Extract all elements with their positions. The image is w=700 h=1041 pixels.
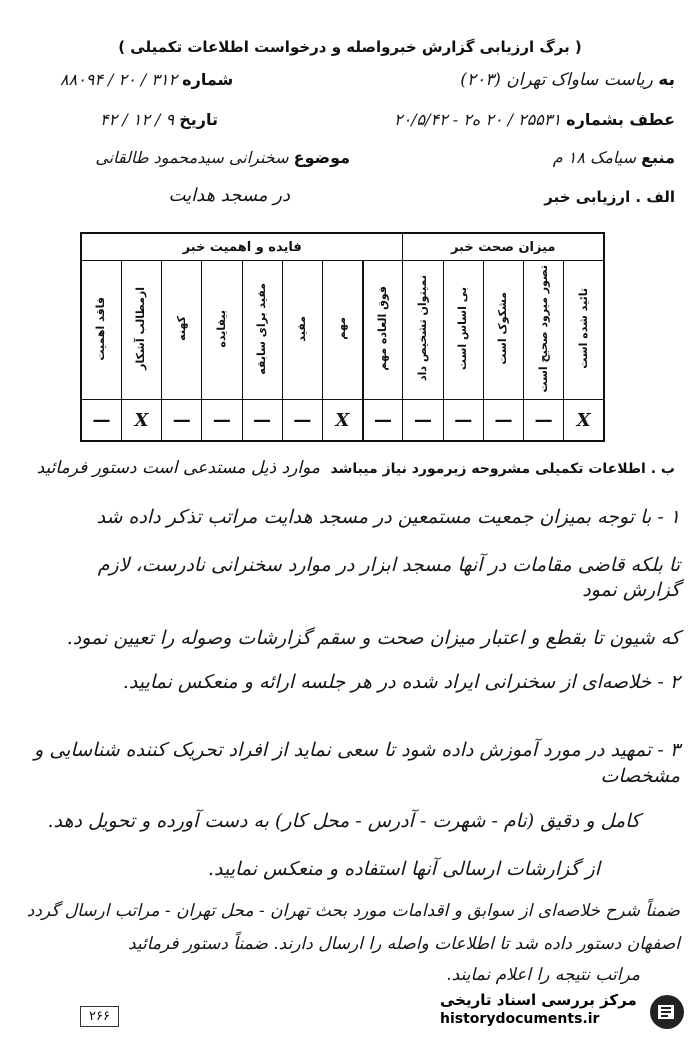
subject-line <box>20 148 350 167</box>
column-label: مفید برای سابقه <box>255 282 269 375</box>
item-number: ۳ - <box>657 739 680 761</box>
number-value: ۸۸۰۹۴ / ۲۰ / ۳۱۲ <box>60 70 178 89</box>
column-label: بیفایده <box>214 309 228 348</box>
mark-cell: — <box>524 400 564 442</box>
source-line <box>375 148 675 167</box>
mark-cell: X <box>564 400 604 442</box>
document-title: ( برگ ارزیابی گزارش خبرواصله و درخواست اطلاعات تکمیلی ) <box>118 38 582 56</box>
subject-value-line2: در مسجد هدایت <box>168 185 290 206</box>
column-label: فاقد اهمیت <box>94 296 108 361</box>
col-head-old <box>162 261 202 400</box>
table-group-row <box>81 233 604 261</box>
column-label: مفید <box>295 315 309 342</box>
mark-cell: — <box>202 400 242 442</box>
addressee-label: به <box>658 70 675 90</box>
source-label: منبع <box>641 148 675 167</box>
item-text: ضمناً شرح خلاصه‌ای از سوابق و اقدامات مورد بحث تهران - محل تهران - مراتب ارسال گردد <box>26 901 680 921</box>
column-label: فوق العاده مهم <box>376 286 389 371</box>
date-label: تاریخ <box>179 110 218 129</box>
mark-cell: X <box>121 400 161 442</box>
section-a-label: الف . ارزیابی خبر <box>544 188 675 206</box>
section-b-handwritten: موارد ذیل مستدعی است دستور فرمائید <box>36 458 321 478</box>
request-item-4 <box>0 900 680 987</box>
column-label: نمیتوان تشخیص داد <box>415 275 429 382</box>
section-b-label: ب . اطلاعات تکمیلی مشروحه زیرمورد نیاز میباشد <box>330 461 675 477</box>
column-label: بی اساس است <box>456 286 470 371</box>
addressee-line <box>375 70 675 90</box>
col-head-useful <box>282 261 322 400</box>
item-text: مراتب نتیجه را اعلام نمایند. <box>446 964 640 985</box>
col-head-unimportant <box>81 261 121 400</box>
date-line <box>100 110 380 129</box>
source-value: سیامک ۱۸ م <box>552 148 636 167</box>
col-head-useful-for-record <box>242 261 282 400</box>
subject-value: سخنرانی سیدمحمود طالقانی <box>95 148 289 167</box>
column-label: مهم <box>335 317 349 340</box>
col-head-obvious <box>121 261 161 400</box>
col-head-very-important <box>363 261 403 400</box>
archive-logo-icon <box>648 993 686 1031</box>
column-label: مشکوک است <box>496 292 510 365</box>
mark-cell: — <box>483 400 523 442</box>
section-b-line <box>15 458 675 478</box>
watermark-text-en: historydocuments.ir <box>440 1011 600 1027</box>
column-label: تصور میرود صحیح است <box>536 264 550 393</box>
mark-cell: — <box>403 400 443 442</box>
reference-label: عطف بشماره <box>566 110 675 129</box>
item-text: تمهید در مورد آموزش داده شود تا سعی نماید از افراد تحریک کننده شناسایی و مشخصات <box>34 739 680 787</box>
col-head-doubtful <box>483 261 523 400</box>
col-head-important <box>322 261 362 400</box>
mark-cell: — <box>363 400 403 442</box>
table-mark-row <box>81 400 604 442</box>
item-text: کامل و دقیق (نام - شهرت - آدرس - محل کار) به دست آورده و تحویل دهد. <box>47 810 640 833</box>
column-label: کهنه <box>174 316 188 341</box>
col-head-confirmed <box>564 261 604 400</box>
mark-cell: — <box>242 400 282 442</box>
item-text: که شیون تا بقطع و اعتبار میزان صحت و سقم گزارشات وصوله را تعیین نمود. <box>66 626 680 649</box>
number-line <box>60 70 380 89</box>
item-number: ۱ - <box>657 506 680 528</box>
item-text: اصفهان دستور داده شد تا اطلاعات واصله را ارسال دارند. ضمناً دستور فرمائید <box>127 933 680 954</box>
item-text: با توجه بمیزان جمعیت مستمعین در مسجد هدایت مراتب تذکر داده شد <box>96 506 652 528</box>
request-item-2 <box>80 670 680 696</box>
group-benefit: فایده و اهمیت خبر <box>81 233 403 261</box>
request-item-1 <box>40 505 680 652</box>
mark-cell: — <box>443 400 483 442</box>
item-text: خلاصه‌ای از سخنرانی ایراد شده در هر جلسه ارائه و منعکس نمایید. <box>122 671 652 693</box>
item-number: ۲ - <box>657 671 680 693</box>
group-accuracy: میزان صحت خبر <box>403 233 604 261</box>
number-label: شماره <box>182 70 234 89</box>
reference-value: ۲۵۵۳۱ / ۲۰ ه۲ - ۲۰/۵/۴۲ <box>393 110 562 129</box>
date-value: ۴۲ / ۱۲ / ۹ <box>100 110 175 129</box>
col-head-useless <box>202 261 242 400</box>
column-label: تائید شده است <box>576 288 590 369</box>
watermark <box>430 991 690 1033</box>
item-text: از گزارشات ارسالی آنها استفاده و منعکس نمایید. <box>207 857 600 880</box>
watermark-text-fa: مرکز بررسی اسناد تاریخی <box>440 991 637 1009</box>
mark-cell: — <box>282 400 322 442</box>
reference-line <box>355 110 675 129</box>
mark-cell: X <box>322 400 362 442</box>
evaluation-table <box>80 232 605 442</box>
request-item-3 <box>20 738 680 883</box>
addressee-value: ریاست ساواک تهران (۲۰۳) <box>460 70 653 90</box>
col-head-probably-true <box>524 261 564 400</box>
col-head-baseless <box>443 261 483 400</box>
table-header-row <box>81 261 604 400</box>
page-number: ۲۶۶ <box>80 1006 119 1027</box>
column-label: ازمطالب آشکار <box>134 287 148 370</box>
mark-cell: — <box>81 400 121 442</box>
mark-cell: — <box>162 400 202 442</box>
col-head-undeterminable <box>403 261 443 400</box>
item-text: تا بلکه قاضی مقامات در آنها مسجد ابزار در موارد سخنرانی نادرست، لازم گزارش نمود <box>97 553 680 602</box>
subject-label: موضوع <box>293 148 350 167</box>
